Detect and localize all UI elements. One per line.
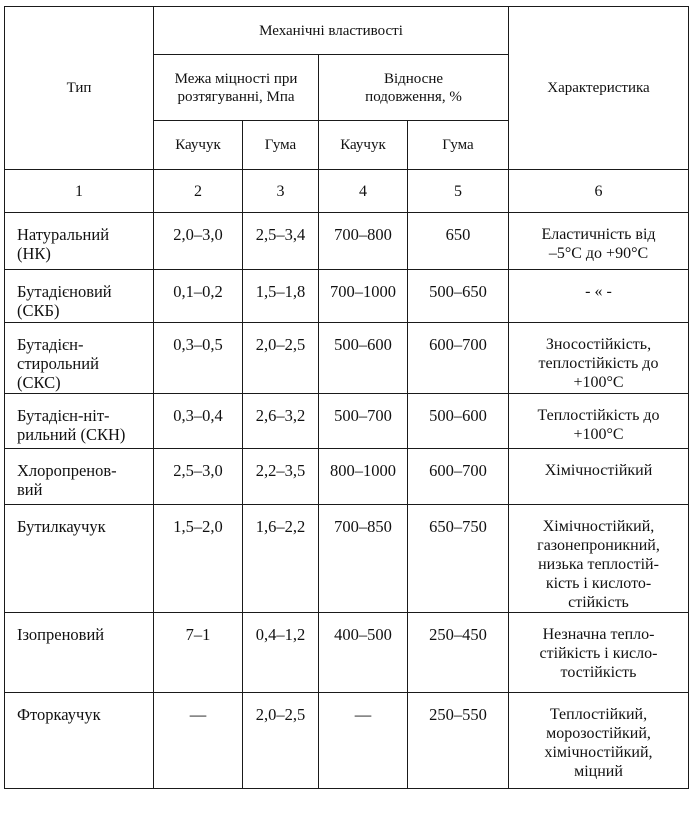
cell-raw-elongation: 800–1000 <box>319 449 408 505</box>
cell-type <box>5 613 154 693</box>
type-line: (СКБ) <box>17 301 60 320</box>
cell-rubber-elongation: 650–750 <box>408 505 509 613</box>
cell-raw-strength: 1,5–2,0 <box>154 505 243 613</box>
characteristic-line: низька теплостій- <box>538 556 659 573</box>
type-line: (НК) <box>17 244 51 263</box>
column-number: 6 <box>509 170 689 213</box>
type-line: Хлоропренов- <box>17 461 117 480</box>
cell-rubber-elongation: 600–700 <box>408 449 509 505</box>
col-header-mechanical: Механічні властивості <box>154 7 509 55</box>
rubber-properties-table <box>4 6 689 789</box>
col-header-strength: Межа міцності при розтягуванні, Мпа <box>154 55 319 121</box>
characteristic-line: Незначна тепло- <box>542 626 655 643</box>
col-header-elongation: Відносне подовження, % <box>319 55 509 121</box>
cell-type <box>5 449 154 505</box>
characteristic-line: тостійкість <box>560 664 637 681</box>
header-row-1 <box>5 7 689 55</box>
cell-characteristic <box>509 270 689 323</box>
characteristic-line: Теплостійкий, <box>549 706 648 723</box>
table-row <box>5 505 689 613</box>
cell-type <box>5 213 154 270</box>
cell-raw-elongation: 700–800 <box>319 213 408 270</box>
cell-rubber-strength: 1,6–2,2 <box>243 505 319 613</box>
characteristic-line: Хімічностійкий, <box>542 518 655 535</box>
characteristic-line: - « - <box>585 283 612 300</box>
table-row <box>5 323 689 394</box>
column-number: 4 <box>319 170 408 213</box>
col-header-characteristic: Характеристика <box>509 7 689 170</box>
characteristic-line: Хімічностійкий <box>544 462 653 479</box>
cell-type <box>5 323 154 394</box>
cell-raw-strength: 7–1 <box>154 613 243 693</box>
cell-rubber-strength: 2,2–3,5 <box>243 449 319 505</box>
cell-rubber-elongation: 250–550 <box>408 693 509 789</box>
type-line: Натуральний <box>17 225 110 244</box>
characteristic-line: –5°С до +90°С <box>548 245 649 262</box>
column-number: 1 <box>5 170 154 213</box>
characteristic-line: стійкість <box>568 594 629 611</box>
table-row <box>5 270 689 323</box>
column-number: 5 <box>408 170 509 213</box>
type-line: Фторкаучук <box>17 705 101 724</box>
type-line: Бутадієновий <box>17 282 112 301</box>
cell-characteristic <box>509 213 689 270</box>
characteristic-line: міцний <box>574 763 623 780</box>
table-row <box>5 213 689 270</box>
cell-rubber-elongation: 500–650 <box>408 270 509 323</box>
cell-raw-elongation: 500–700 <box>319 394 408 449</box>
table-row <box>5 394 689 449</box>
cell-type <box>5 394 154 449</box>
type-line: Бутадієн- <box>17 335 84 354</box>
characteristic-line: Зносостійкість, <box>545 336 652 353</box>
document-page <box>4 6 689 789</box>
type-line: Бутадієн-ніт- <box>17 406 110 425</box>
type-line: Бутилкаучук <box>17 517 106 536</box>
characteristic-line: теплостійкість до <box>538 355 659 372</box>
characteristic-line: газонепроникний, <box>537 537 660 554</box>
column-number: 3 <box>243 170 319 213</box>
cell-raw-strength: 0,3–0,5 <box>154 323 243 394</box>
subheader-strength-raw: Каучук <box>154 121 243 170</box>
cell-raw-elongation: 500–600 <box>319 323 408 394</box>
characteristic-line: +100°С <box>573 426 624 443</box>
cell-rubber-strength: 2,0–2,5 <box>243 323 319 394</box>
subheader-elongation-raw: Каучук <box>319 121 408 170</box>
table-row <box>5 693 689 789</box>
characteristic-line: стійкість і кисло- <box>539 645 658 662</box>
table-row <box>5 449 689 505</box>
cell-rubber-elongation: 500–600 <box>408 394 509 449</box>
cell-type <box>5 270 154 323</box>
cell-rubber-strength: 2,5–3,4 <box>243 213 319 270</box>
col-header-type: Тип <box>5 7 154 170</box>
type-line: рильний (СКН) <box>17 425 126 444</box>
cell-rubber-elongation: 600–700 <box>408 323 509 394</box>
type-line: Ізопреновий <box>17 625 105 644</box>
cell-raw-strength: 2,5–3,0 <box>154 449 243 505</box>
cell-raw-strength: 0,3–0,4 <box>154 394 243 449</box>
cell-type <box>5 505 154 613</box>
characteristic-line: морозостійкий, <box>546 725 651 742</box>
characteristic-line: кість і кислото- <box>545 575 652 592</box>
characteristic-line: хімічностійкий, <box>544 744 653 761</box>
subheader-elongation-rubber: Гума <box>408 121 509 170</box>
cell-rubber-strength: 2,6–3,2 <box>243 394 319 449</box>
characteristic-line: +100°С <box>573 374 624 391</box>
cell-raw-elongation: — <box>319 693 408 789</box>
cell-characteristic <box>509 613 689 693</box>
cell-raw-elongation: 700–1000 <box>319 270 408 323</box>
cell-raw-strength: 2,0–3,0 <box>154 213 243 270</box>
cell-rubber-strength: 1,5–1,8 <box>243 270 319 323</box>
characteristic-line: Еластичність від <box>541 226 656 243</box>
cell-rubber-strength: 2,0–2,5 <box>243 693 319 789</box>
cell-characteristic <box>509 505 689 613</box>
cell-characteristic <box>509 693 689 789</box>
cell-characteristic <box>509 394 689 449</box>
type-line: вий <box>17 480 43 499</box>
cell-characteristic <box>509 323 689 394</box>
cell-raw-elongation: 400–500 <box>319 613 408 693</box>
cell-rubber-strength: 0,4–1,2 <box>243 613 319 693</box>
cell-rubber-elongation: 650 <box>408 213 509 270</box>
characteristic-line: Теплостійкість до <box>537 407 660 424</box>
cell-rubber-elongation: 250–450 <box>408 613 509 693</box>
type-line: (СКС) <box>17 373 61 392</box>
type-line: стирольний <box>17 354 99 373</box>
cell-characteristic <box>509 449 689 505</box>
table-row <box>5 613 689 693</box>
cell-type <box>5 693 154 789</box>
cell-raw-strength: — <box>154 693 243 789</box>
column-number-row <box>5 170 689 213</box>
subheader-strength-rubber: Гума <box>243 121 319 170</box>
column-number: 2 <box>154 170 243 213</box>
cell-raw-elongation: 700–850 <box>319 505 408 613</box>
cell-raw-strength: 0,1–0,2 <box>154 270 243 323</box>
